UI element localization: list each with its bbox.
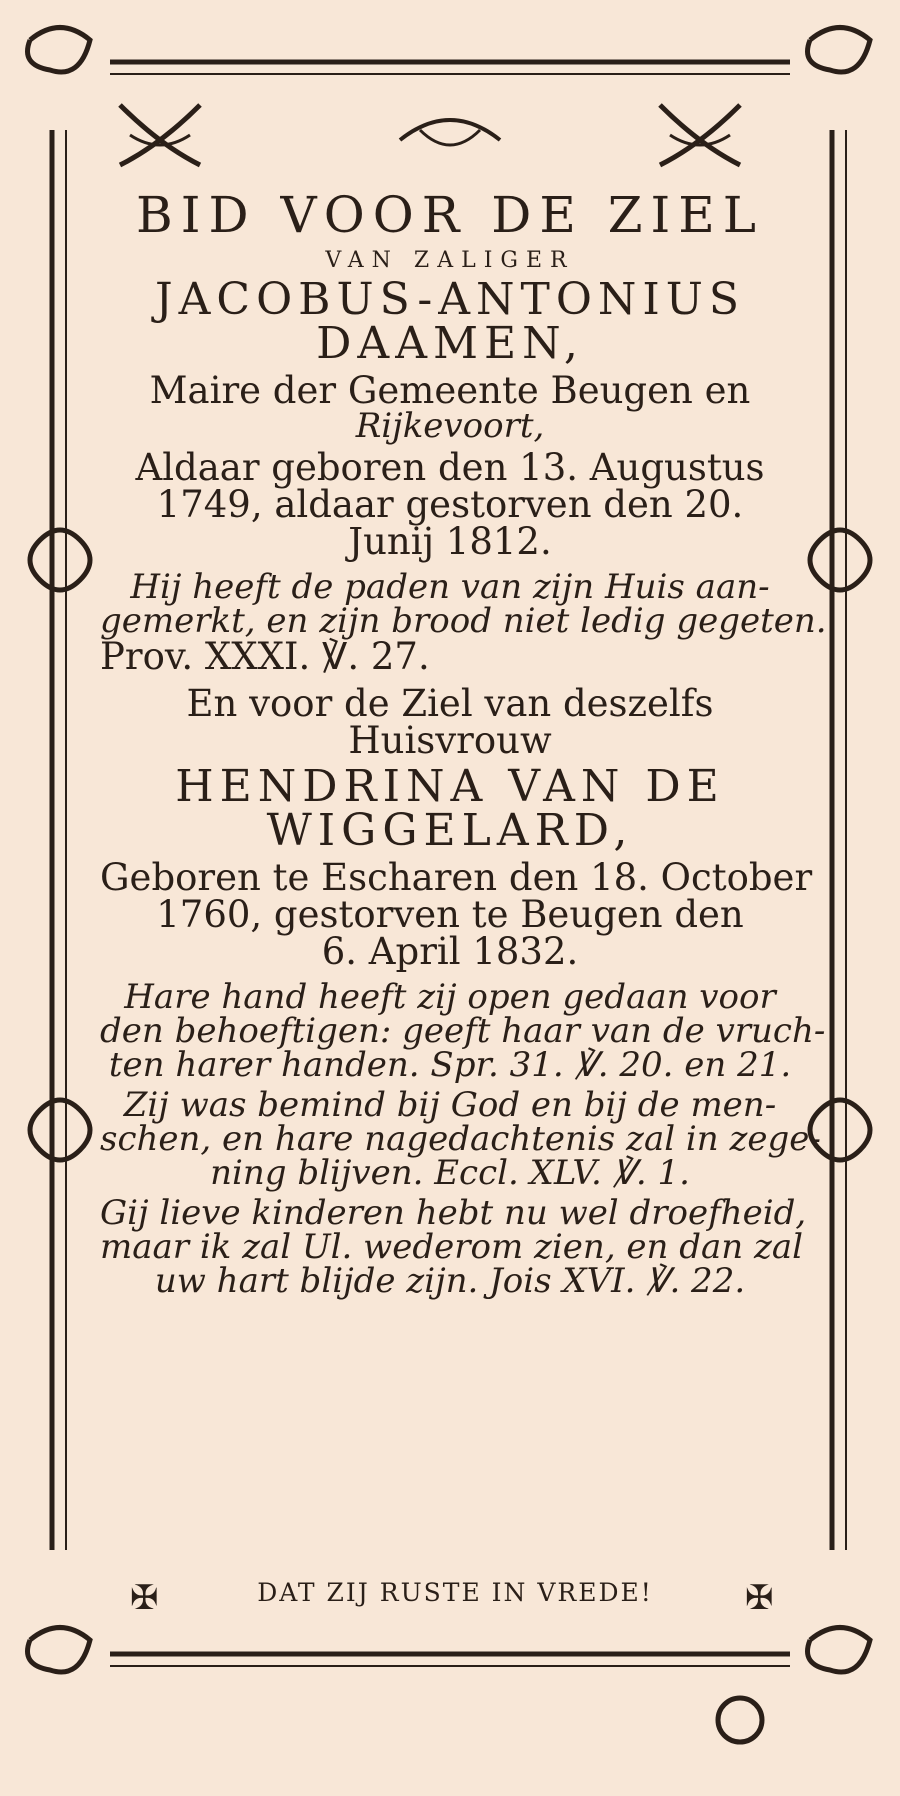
birth-line-3: Junij 1812. <box>348 520 552 563</box>
verse-4-line-3: uw hart blijde zijn. Jois XVI. ℣. 22. <box>154 1261 746 1301</box>
role-line-2: Rijkevoort, <box>355 406 545 446</box>
verse-1-line-1: Hij heeft de paden van zijn Huis aan- <box>130 567 770 607</box>
verse-2-line-2: den behoeftigen: geeft haar van de vruch- <box>100 1011 826 1051</box>
heading: BID VOOR DE ZIEL <box>136 186 764 244</box>
top-emblem-left <box>120 105 200 165</box>
name-line-1: JACOBUS-ANTONIUS <box>155 274 745 325</box>
spouse-name-line-2: WIGGELARD, <box>266 805 634 856</box>
verse-1-line-2: gemerkt, en zijn brood niet ledig gegeten. <box>100 601 827 641</box>
verse-1-reference: Prov. XXXI. ℣. 27. <box>100 635 430 678</box>
role-line-1: Maire der Gemeente Beugen en <box>149 369 751 412</box>
verse-3-line-1: Zij was bemind bij God en bij de men- <box>123 1085 777 1125</box>
corner-ornament-bottom-left <box>28 1628 91 1673</box>
spouse-birth-line-2: 1760, gestorven te Beugen den <box>156 893 744 936</box>
name-line-2: DAAMEN, <box>316 318 584 369</box>
cross-left-icon: ✠ <box>130 1578 159 1618</box>
birth-line-2: 1749, aldaar gestorven den 20. <box>156 483 744 526</box>
spouse-intro-line-2: Huisvrouw <box>348 719 552 762</box>
corner-ornament-top-right <box>808 28 871 73</box>
verse-2-line-1: Hare hand heeft zij open gedaan voor <box>124 977 776 1017</box>
subheading: VAN ZALIGER <box>325 248 575 273</box>
spouse-intro-line-1: En voor de Ziel van deszelfs <box>186 682 714 725</box>
left-medallion <box>30 530 90 590</box>
corner-ornament-top-left <box>28 28 91 73</box>
top-center-ornament <box>400 120 500 145</box>
verse-4-line-1: Gij lieve kinderen hebt nu wel droefheid, <box>100 1193 807 1233</box>
spouse-birth-line-1: Geboren te Escharen den 18. October <box>100 856 813 899</box>
spouse-name-line-1: HENDRINA VAN DE <box>175 761 725 812</box>
bottom-flourish <box>718 1698 762 1742</box>
verse-3-line-3: ning blijven. Eccl. XLV. ℣. 1. <box>210 1153 690 1193</box>
verse-2-line-3: ten harer handen. Spr. 31. ℣. 20. en 21. <box>108 1045 792 1085</box>
card-text <box>100 186 827 1301</box>
top-emblem-right <box>660 105 740 165</box>
right-medallion <box>810 530 870 590</box>
cross-right-icon: ✠ <box>745 1578 774 1618</box>
verse-3-line-2: schen, en hare nagedachtenis zal in zege- <box>100 1119 821 1159</box>
spouse-birth-line-3: 6. April 1832. <box>321 930 579 973</box>
birth-line-1: Aldaar geboren den 13. Augustus <box>135 446 765 489</box>
left-medallion-lower <box>30 1100 90 1160</box>
closing-line: DAT ZIJ RUSTE IN VREDE! <box>257 1578 653 1607</box>
corner-ornament-bottom-right <box>808 1628 871 1673</box>
verse-4-line-2: maar ik zal Ul. wederom zien, en dan zal <box>100 1227 804 1267</box>
